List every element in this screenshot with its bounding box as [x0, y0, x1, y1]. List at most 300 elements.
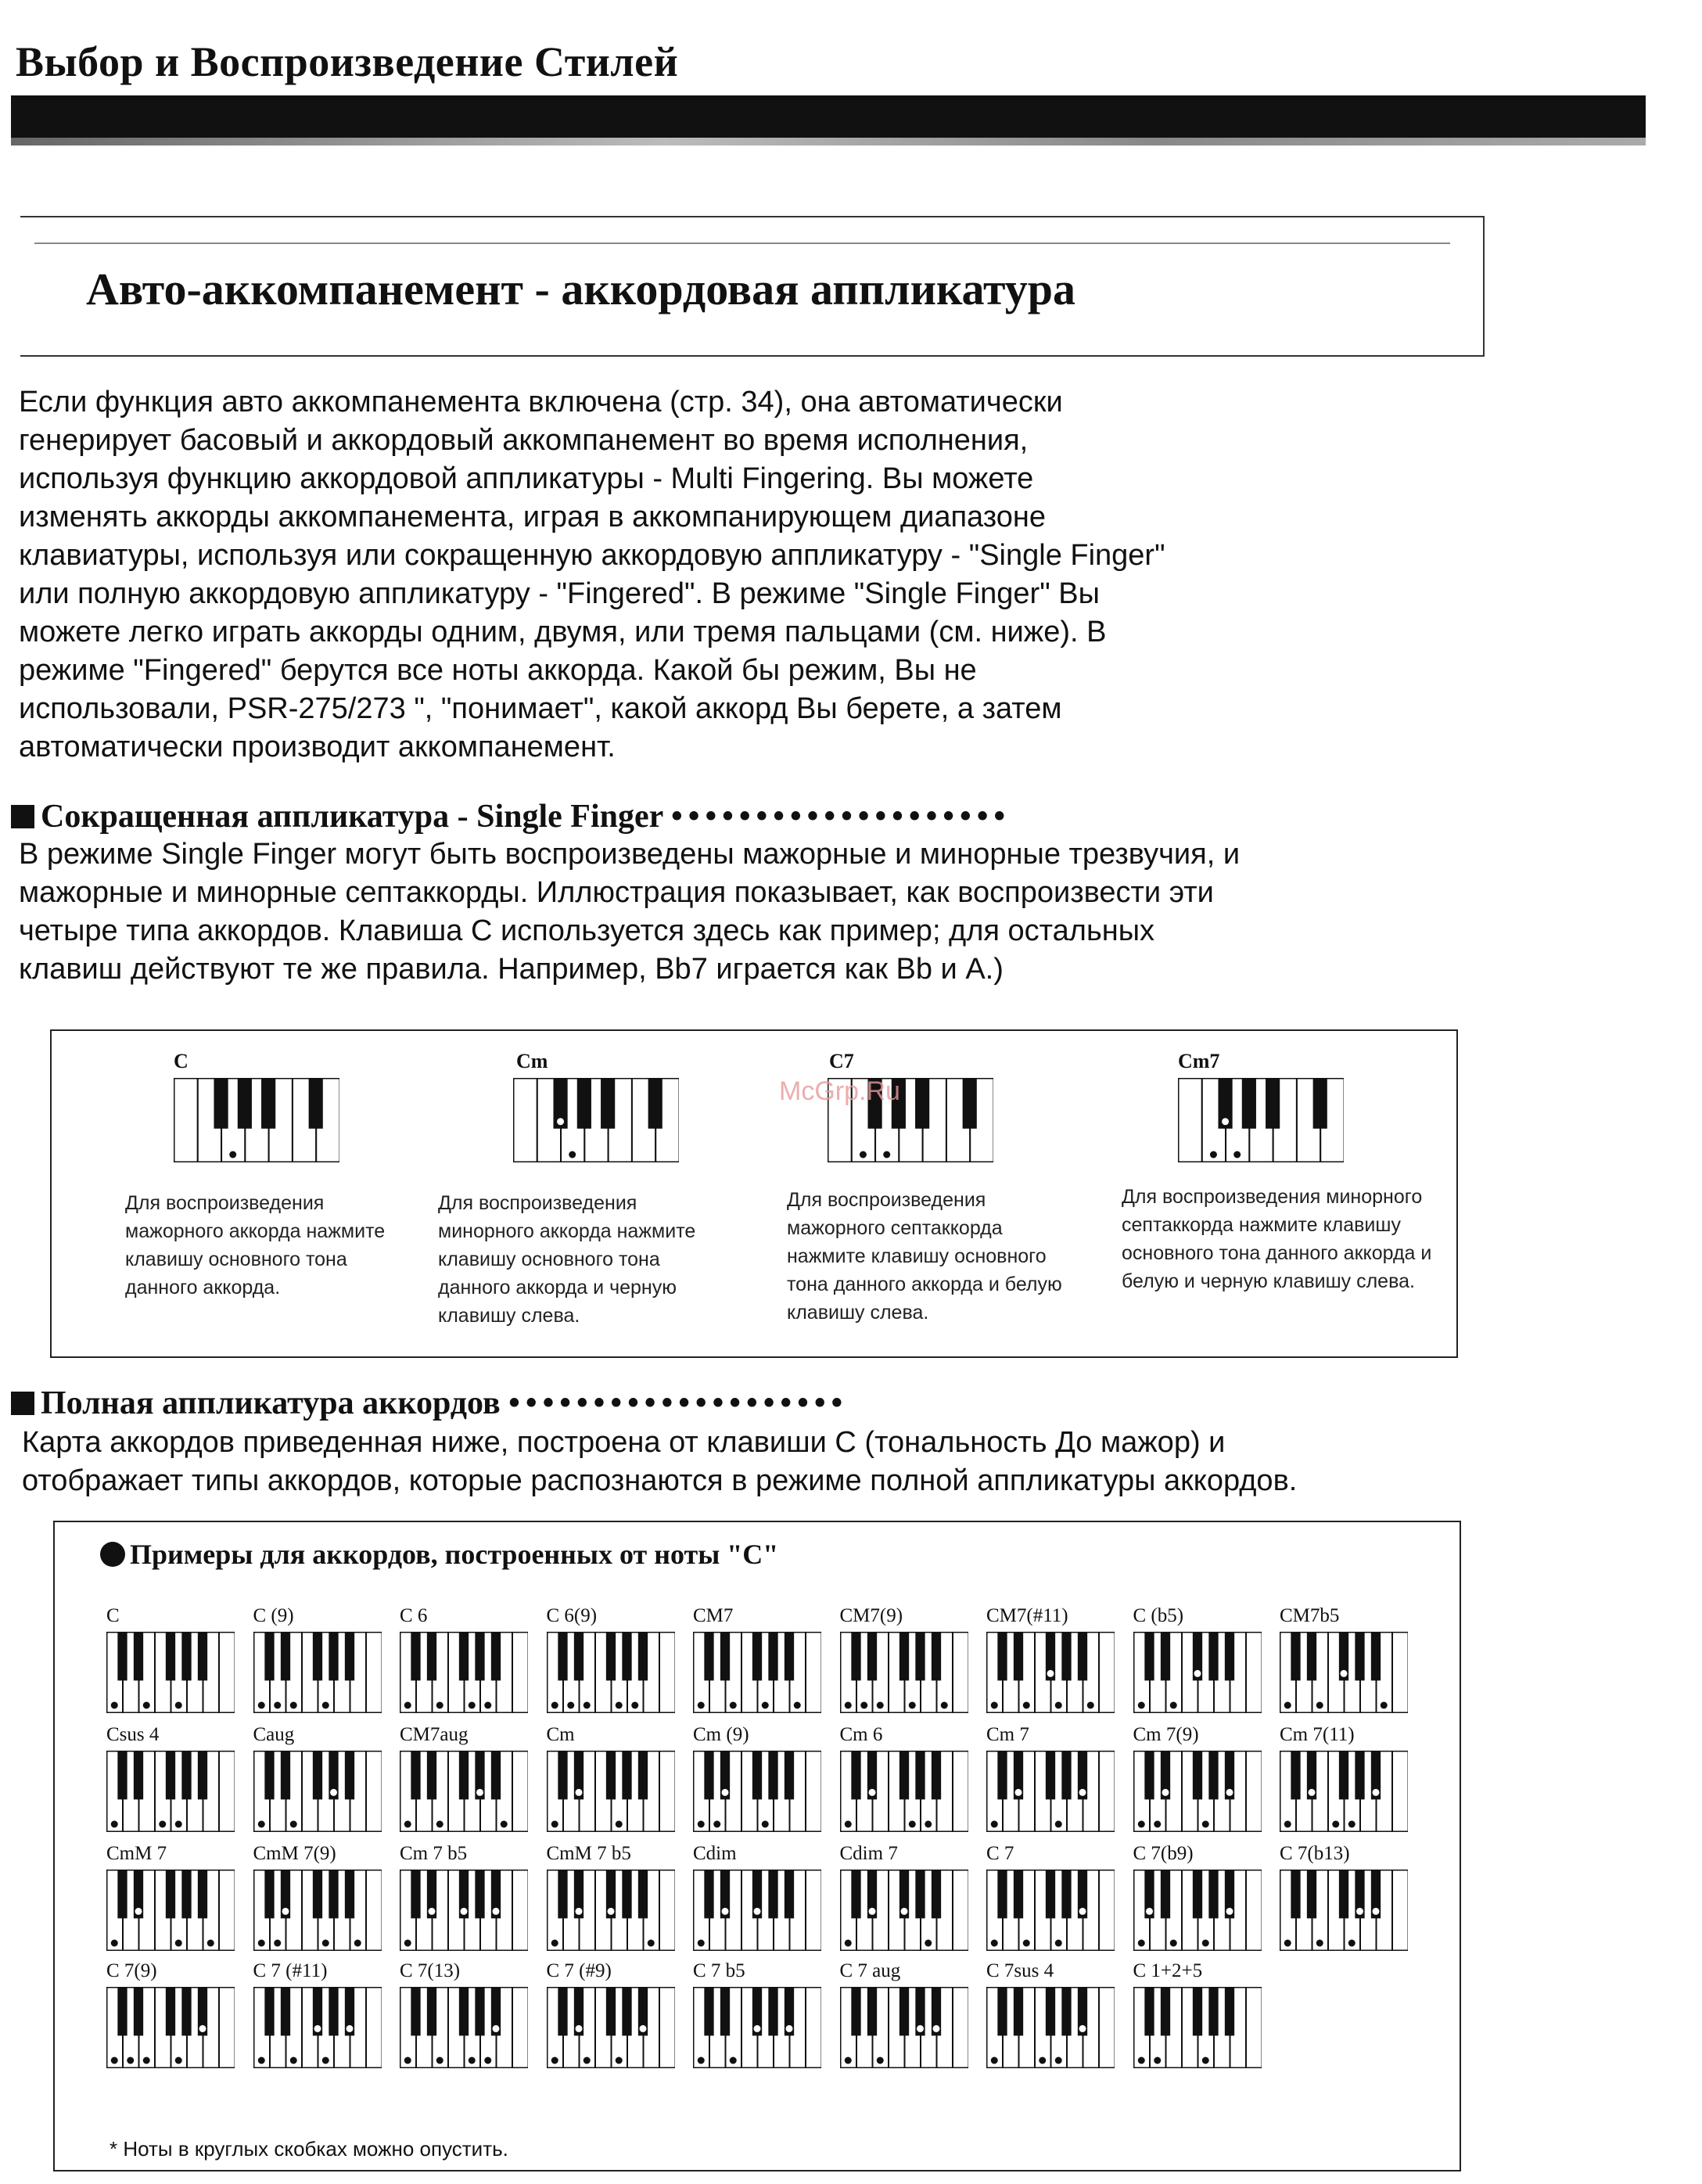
chord-name: C7 [829, 1050, 854, 1072]
chord-name: C 7(b13) [1280, 1843, 1350, 1864]
black-key [1208, 1870, 1218, 1918]
black-key [1046, 1870, 1055, 1918]
pressed-key-dot [1079, 1908, 1086, 1915]
pressed-key-dot [900, 1908, 907, 1915]
chord-name: C 7(b9) [1133, 1843, 1194, 1864]
black-key [704, 1632, 713, 1680]
pressed-key-dot [175, 1702, 182, 1709]
keyboard-diagram [693, 1987, 821, 2068]
black-key [997, 1987, 1007, 2035]
pressed-key-dot [698, 1940, 705, 1947]
footnote: * Ноты в круглых скобках можно опустить. [110, 2137, 508, 2161]
black-key [117, 1987, 127, 2035]
pressed-key-dot [207, 1940, 214, 1947]
chord-diagram [1133, 1605, 1268, 1724]
pressed-key-dot [762, 1702, 769, 1709]
chord-diagram [1280, 1724, 1414, 1843]
chord-diagram [400, 1724, 534, 1843]
pressed-key-dot [1222, 1118, 1229, 1125]
pressed-key-dot [1015, 1789, 1022, 1796]
pressed-key-dot [1079, 1789, 1086, 1796]
pressed-key-dot [698, 1702, 705, 1709]
pressed-key-dot [551, 1702, 558, 1709]
pressed-key-dot [908, 1821, 915, 1828]
pressed-key-dot [274, 1940, 281, 1947]
single-finger-keyboard [513, 1078, 679, 1166]
pressed-key-dot [476, 1789, 483, 1796]
white-key [1099, 1988, 1115, 2068]
pressed-key-dot [1047, 1670, 1054, 1677]
white-key [1246, 1633, 1262, 1713]
watermark: McGrp.Ru [779, 1076, 900, 1106]
black-key [1061, 1751, 1071, 1799]
black-key [637, 1870, 647, 1918]
pressed-key-dot [1055, 1702, 1062, 1709]
pressed-key-dot [1039, 2057, 1046, 2064]
white-key [953, 1988, 968, 2068]
black-key [899, 1987, 908, 2035]
pressed-key-dot [868, 1789, 875, 1796]
white-key [1392, 1870, 1408, 1951]
pressed-key-dot [1137, 2057, 1144, 2064]
black-key [558, 1987, 567, 2035]
pressed-key-dot [1226, 1789, 1233, 1796]
keyboard-diagram [1280, 1632, 1408, 1713]
pressed-key-dot [551, 2057, 558, 2064]
keyboard-diagram [400, 1870, 528, 1951]
full-fingering-heading [11, 1385, 848, 1422]
black-key [264, 1632, 274, 1680]
chord-diagram [1133, 1724, 1268, 1843]
single-finger-heading [11, 798, 1011, 835]
title-bar-edge [11, 138, 1646, 145]
keyboard-diagram [547, 1632, 675, 1713]
single-finger-keyboard [174, 1078, 339, 1166]
black-key [1061, 1870, 1071, 1918]
chord-name: C 6(9) [546, 1605, 598, 1626]
pressed-key-dot [883, 1151, 890, 1158]
black-key [605, 1751, 615, 1799]
black-key [1371, 1632, 1381, 1680]
chord-name: CM7(#11) [986, 1605, 1068, 1626]
chord-name: CM7b5 [1280, 1605, 1340, 1626]
pressed-key-dot [1079, 2025, 1086, 2032]
dot-leader: •••••••••••••••••••• [508, 1385, 849, 1421]
black-key [1339, 1751, 1348, 1799]
pressed-key-dot [860, 1151, 867, 1158]
black-key [899, 1751, 908, 1799]
pressed-key-dot [1169, 1940, 1176, 1947]
black-key [1224, 1987, 1233, 2035]
single-finger-title: Сокращенная аппликатура - Single Finger [41, 799, 663, 835]
black-key [166, 1751, 175, 1799]
pressed-key-dot [844, 1821, 851, 1828]
black-key [1160, 1987, 1169, 2035]
black-key [931, 1751, 940, 1799]
pressed-key-dot [1284, 1821, 1291, 1828]
white-key [512, 1870, 528, 1951]
chord-name: C 7 b5 [693, 1960, 745, 1981]
pressed-key-dot [647, 1940, 654, 1947]
white-key [1246, 1751, 1262, 1832]
pressed-key-dot [282, 1908, 289, 1915]
black-key [411, 1751, 420, 1799]
chord-diagram [253, 1843, 388, 1962]
black-key [704, 1987, 713, 2035]
pressed-key-dot [289, 1821, 296, 1828]
chord-diagram [693, 1843, 828, 1962]
keyboard-diagram [986, 1751, 1115, 1832]
pressed-key-dot [991, 2057, 998, 2064]
white-key [806, 1988, 821, 2068]
square-bullet-icon [11, 1392, 34, 1415]
chord-name: C 6 [400, 1605, 428, 1626]
pressed-key-dot [1146, 1908, 1153, 1915]
chord-name: Cm [546, 1724, 575, 1745]
pressed-key-dot [1055, 1821, 1062, 1828]
pressed-key-dot [722, 1908, 729, 1915]
black-key [344, 1870, 354, 1918]
black-key [1014, 1632, 1023, 1680]
keyboard-diagram [986, 1632, 1115, 1713]
pressed-key-dot [786, 2025, 793, 2032]
black-key [577, 1078, 591, 1129]
pressed-key-dot [991, 1821, 998, 1828]
keyboard-diagram [1178, 1078, 1344, 1162]
keyboard-diagram [1280, 1870, 1408, 1951]
black-key [768, 1632, 777, 1680]
black-key [117, 1751, 127, 1799]
pressed-key-dot [321, 1940, 329, 1947]
white-key [219, 1988, 235, 2068]
chord-diagram [106, 1724, 241, 1843]
keyboard-diagram [253, 1870, 382, 1951]
black-key [915, 1632, 925, 1680]
pressed-key-dot [754, 1908, 761, 1915]
pressed-key-dot [844, 1940, 851, 1947]
pressed-key-dot [404, 2057, 411, 2064]
pressed-key-dot [1023, 1702, 1030, 1709]
keyboard-diagram [693, 1870, 821, 1951]
chord-diagram [840, 1960, 975, 2079]
pressed-key-dot [615, 2057, 622, 2064]
page-title: Выбор и Воспроизведение Стилей [16, 38, 679, 85]
white-key [366, 1988, 382, 2068]
black-key [198, 1870, 207, 1918]
pressed-key-dot [844, 1702, 851, 1709]
keyboard-diagram [400, 1751, 528, 1832]
pressed-key-dot [876, 2057, 883, 2064]
pressed-key-dot [175, 2057, 182, 2064]
chord-diagram [986, 1724, 1121, 1843]
pressed-key-dot [1055, 2057, 1062, 2064]
chord-name: CmM 7 b5 [546, 1843, 631, 1864]
black-key [427, 1632, 436, 1680]
black-key [605, 1987, 615, 2035]
pressed-key-dot [469, 2057, 476, 2064]
white-key [806, 1633, 821, 1713]
black-key [605, 1632, 615, 1680]
white-key [219, 1633, 235, 1713]
white-key [1246, 1870, 1262, 1951]
black-key [280, 1987, 289, 2035]
black-key [312, 1870, 321, 1918]
black-key [134, 1987, 143, 2035]
keyboard-diagram [106, 1632, 235, 1713]
white-key [366, 1751, 382, 1832]
pressed-key-dot [925, 1821, 932, 1828]
pressed-key-dot [1137, 1702, 1144, 1709]
pressed-key-dot [404, 1821, 411, 1828]
chord-diagram [840, 1843, 975, 1962]
black-key [915, 1751, 925, 1799]
pressed-key-dot [1381, 1702, 1388, 1709]
chord-name: C 7(9) [106, 1960, 157, 1981]
pressed-key-dot [844, 2057, 851, 2064]
chord-diagram [693, 1960, 828, 2079]
black-key [867, 1987, 876, 2035]
keyboard-diagram [400, 1987, 528, 2068]
chord-name: Csus 4 [106, 1724, 160, 1745]
pressed-key-dot [501, 1821, 508, 1828]
section-box-rule [34, 242, 1450, 246]
chord-diagram [840, 1605, 975, 1724]
chord-name: C (b5) [1133, 1605, 1184, 1626]
title-bar [11, 95, 1646, 142]
chord-name: C (9) [253, 1605, 294, 1626]
pressed-key-dot [1316, 1702, 1323, 1709]
pressed-key-dot [436, 1702, 443, 1709]
pressed-key-dot [730, 1702, 737, 1709]
pressed-key-dot [484, 1702, 491, 1709]
black-key [329, 1632, 338, 1680]
keyboard-diagram [253, 1751, 382, 1832]
black-key [648, 1078, 662, 1129]
black-key [1061, 1987, 1071, 2035]
pressed-key-dot [111, 1821, 118, 1828]
pressed-key-dot [794, 1702, 801, 1709]
chord-diagram [1280, 1843, 1414, 1962]
black-key [1339, 1870, 1348, 1918]
pressed-key-dot [575, 1908, 582, 1915]
white-key [659, 1633, 675, 1713]
pressed-key-dot [583, 1702, 590, 1709]
single-finger-keyboard [1178, 1078, 1344, 1166]
keyboard-diagram [986, 1870, 1115, 1951]
black-key [1144, 1751, 1154, 1799]
white-key [219, 1870, 235, 1951]
keyboard-diagram [174, 1078, 339, 1162]
black-key [622, 1987, 631, 2035]
black-key [637, 1751, 647, 1799]
pressed-key-dot [1316, 1940, 1323, 1947]
white-key [366, 1870, 382, 1951]
pressed-key-dot [111, 1940, 118, 1947]
dot-leader: •••••••••••••••••••• [671, 799, 1011, 835]
white-key [512, 1751, 528, 1832]
black-key [459, 1751, 469, 1799]
white-key [1099, 1751, 1115, 1832]
chord-diagram [1280, 1605, 1414, 1724]
black-key [238, 1078, 252, 1129]
pressed-key-dot [346, 2025, 353, 2032]
black-key [1307, 1632, 1316, 1680]
black-key [1291, 1751, 1300, 1799]
keyboard-diagram [253, 1987, 382, 2068]
black-key [768, 1987, 777, 2035]
black-key [261, 1078, 275, 1129]
black-key [459, 1632, 469, 1680]
pressed-key-dot [569, 1151, 576, 1158]
black-key [166, 1870, 175, 1918]
chord-name: C 7sus 4 [986, 1960, 1054, 1981]
keyboard-diagram [106, 1751, 235, 1832]
chord-diagram [547, 1843, 681, 1962]
chord-name: Cm [516, 1050, 548, 1072]
black-key [312, 1751, 321, 1799]
black-key [181, 1987, 191, 2035]
pressed-key-dot [1023, 1940, 1030, 1947]
black-key [997, 1632, 1007, 1680]
black-key [117, 1632, 127, 1680]
pressed-key-dot [1137, 1821, 1144, 1828]
pressed-key-dot [583, 2057, 590, 2064]
pressed-key-dot [404, 1702, 411, 1709]
black-key [181, 1751, 191, 1799]
pressed-key-dot [876, 1702, 883, 1709]
black-key [785, 1632, 794, 1680]
black-key [117, 1870, 127, 1918]
black-key [427, 1987, 436, 2035]
chord-diagram [547, 1605, 681, 1724]
round-bullet-icon [100, 1542, 125, 1567]
white-key [659, 1751, 675, 1832]
pressed-key-dot [1154, 2057, 1161, 2064]
keyboard-diagram [253, 1632, 382, 1713]
keyboard-diagram [400, 1632, 528, 1713]
pressed-key-dot [1309, 1789, 1316, 1796]
pressed-key-dot [1233, 1151, 1241, 1158]
full-fingering-text: Карта аккордов приведенная ниже, построена от клавиши С (тональность До мажор) и отображает типы аккордов, которые распознаются в режиме полной аппликатуры аккордов. [22, 1426, 1298, 1497]
black-key [963, 1078, 977, 1129]
black-key [198, 1751, 207, 1799]
pressed-key-dot [461, 1908, 468, 1915]
black-key [622, 1751, 631, 1799]
keyboard-diagram [693, 1632, 821, 1713]
pressed-key-dot [1373, 1908, 1380, 1915]
chord-diagram [986, 1605, 1121, 1724]
chord-name: Cdim [693, 1843, 737, 1864]
chord-diagram [693, 1605, 828, 1724]
pressed-key-dot [567, 1702, 574, 1709]
pressed-key-dot [436, 1821, 443, 1828]
chord-diagram [253, 1605, 388, 1724]
pressed-key-dot [321, 1702, 329, 1709]
keyboard-diagram [106, 1987, 235, 2068]
intro-text: Если функция авто аккомпанемента включена (стр. 34), она автоматически генерирует басовый и аккордовый аккомпанемент во время исполнения, используя функцию аккордовой аппликатуры - Multi Fingering. Вы можете изменять аккорды аккомпанемента, играя в аккомпанирующем диапазоне клавиатуры, используя или сокращенную аккордовую аппликатуру - "Single Finger" или полную аккордовую аппликатуру - "Fingered". В режиме "Single Finger" Вы можете легко играть аккорды одним, двумя, или тремя пальцами (см. ниже). В режиме "Fingered" берутся все ноты аккорда. Какой бы режим, Вы не использовали, PSR-275/273 ", "понимает", какой аккорд Вы берете, а затем автоматически производит аккомпанемент. [19, 386, 1165, 763]
white-key [366, 1633, 382, 1713]
pressed-key-dot [484, 2057, 491, 2064]
white-key [514, 1079, 537, 1162]
black-key [768, 1751, 777, 1799]
white-key [174, 1079, 198, 1162]
black-key [166, 1987, 175, 2035]
pressed-key-dot [493, 2025, 500, 2032]
black-key [329, 1870, 338, 1918]
pressed-key-dot [1169, 1702, 1176, 1709]
pressed-key-dot [1055, 1940, 1062, 1947]
black-key [264, 1751, 274, 1799]
black-key [931, 1632, 940, 1680]
pressed-key-dot [551, 1940, 558, 1947]
keyboard-diagram [840, 1632, 968, 1713]
black-key [1061, 1632, 1071, 1680]
pressed-key-dot [493, 1908, 500, 1915]
black-key [752, 1632, 762, 1680]
black-key [491, 1632, 501, 1680]
keyboard-diagram [1133, 1632, 1262, 1713]
pressed-key-dot [289, 2057, 296, 2064]
black-key [1046, 1987, 1055, 2035]
white-key [953, 1751, 968, 1832]
pressed-key-dot [1201, 2057, 1208, 2064]
black-key [475, 1987, 484, 2035]
black-key [851, 1751, 860, 1799]
black-key [411, 1987, 420, 2035]
chord-name: C 7 aug [839, 1960, 901, 1981]
pressed-key-dot [908, 1702, 915, 1709]
keyboard-diagram [1133, 1987, 1262, 2068]
chord-name: Cm 7(11) [1280, 1724, 1355, 1745]
black-key [427, 1751, 436, 1799]
black-key [166, 1632, 175, 1680]
chord-name: Cm 7 b5 [400, 1843, 468, 1864]
white-key [806, 1870, 821, 1951]
pressed-key-dot [354, 1940, 361, 1947]
chord-name: Cdim 7 [839, 1843, 898, 1864]
black-key [558, 1751, 567, 1799]
pressed-key-dot [143, 1702, 150, 1709]
black-key [1355, 1632, 1364, 1680]
pressed-key-dot [1348, 1940, 1355, 1947]
black-key [720, 1987, 730, 2035]
black-key [329, 1987, 338, 2035]
black-key [198, 1632, 207, 1680]
chord-diagram [253, 1724, 388, 1843]
white-key [659, 1988, 675, 2068]
black-key [280, 1751, 289, 1799]
pressed-key-dot [722, 1789, 729, 1796]
chord-name: C [174, 1050, 189, 1072]
keyboard-diagram [840, 1751, 968, 1832]
chord-diagram [400, 1843, 534, 1962]
black-key [1192, 1751, 1201, 1799]
chord-name: C 7 (#9) [546, 1960, 612, 1981]
pressed-key-dot [1154, 1821, 1161, 1828]
black-key [280, 1632, 289, 1680]
black-key [1160, 1632, 1169, 1680]
chord-name: CM7 [693, 1605, 734, 1626]
black-key [558, 1870, 567, 1918]
full-fingering-title: Полная аппликатура аккордов [41, 1385, 501, 1421]
pressed-key-dot [1162, 1789, 1169, 1796]
pressed-key-dot [135, 1908, 142, 1915]
pressed-key-dot [330, 1789, 337, 1796]
black-key [931, 1870, 940, 1918]
chord-name: C 7 (#11) [253, 1960, 328, 1981]
chord-diagram [106, 1605, 241, 1724]
single-finger-description: Для воспроизведения мажорного септаккорда нажмите клавишу основного тона данного аккорда и белую клавишу слева. [787, 1189, 1062, 1324]
